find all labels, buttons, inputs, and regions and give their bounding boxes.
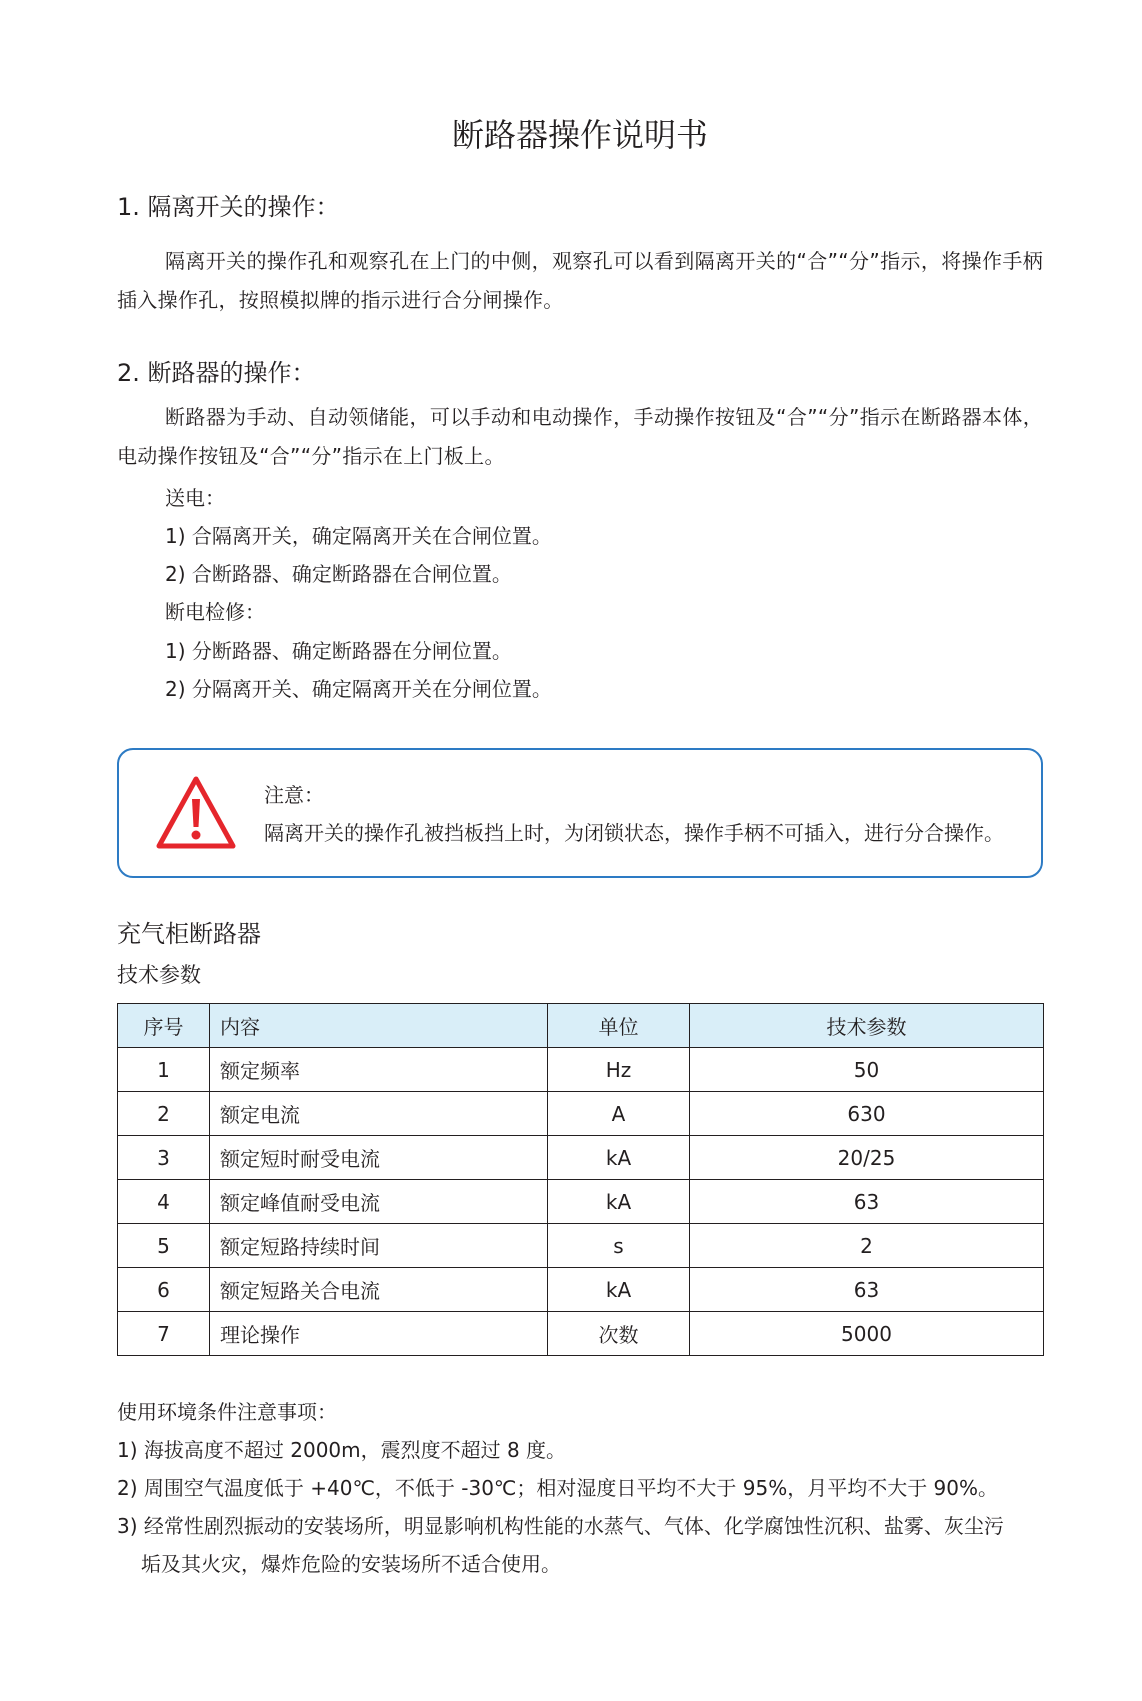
cell-unit: Hz (548, 1048, 690, 1092)
cell-unit: 次数 (548, 1312, 690, 1356)
tech-params-heading: 技术参数 (117, 963, 201, 987)
cell-value: 20/25 (690, 1136, 1044, 1180)
environment-item-2: 2) 周围空气温度低于 +40℃，不低于 -30℃；相对湿度日平均不大于 95%，月平均不大于 90%。 (117, 1476, 999, 1500)
cell-content: 额定短路持续时间 (210, 1224, 548, 1268)
environment-item-3: 3) 经常性剧烈振动的安装场所，明显影响机构性能的水蒸气、气体、化学腐蚀性沉积、盐雾、灰尘污 (117, 1514, 1004, 1538)
warning-triangle-icon (155, 775, 237, 851)
section1-heading: 1. 隔离开关的操作： (117, 193, 340, 221)
cell-content: 额定电流 (210, 1092, 548, 1136)
table-row (118, 1048, 1044, 1092)
table-row (118, 1180, 1044, 1224)
cell-unit: kA (548, 1180, 690, 1224)
table-row (118, 1092, 1044, 1136)
notice-title: 注意： (264, 783, 324, 807)
cell-index: 7 (118, 1312, 210, 1356)
cell-value: 63 (690, 1268, 1044, 1312)
cell-value: 63 (690, 1180, 1044, 1224)
cell-content: 理论操作 (210, 1312, 548, 1356)
table-row (118, 1136, 1044, 1180)
table-row (118, 1268, 1044, 1312)
cell-content: 额定频率 (210, 1048, 548, 1092)
document-title: 断路器操作说明书 (451, 116, 708, 154)
cell-content: 额定短时耐受电流 (210, 1136, 548, 1180)
cell-unit: kA (548, 1136, 690, 1180)
cell-content: 额定峰值耐受电流 (210, 1180, 548, 1224)
header-unit: 单位 (548, 1004, 690, 1048)
power-on-step-1: 1) 合隔离开关，确定隔离开关在合闸位置。 (165, 524, 552, 548)
cell-index: 5 (118, 1224, 210, 1268)
cell-index: 2 (118, 1092, 210, 1136)
tech-params-table (117, 1003, 1044, 1356)
header-value: 技术参数 (690, 1004, 1044, 1048)
section2-body: 断路器为手动、自动领储能，可以手动和电动操作，手动操作按钮及“合”“分”指示在断路器本体，电动操作按钮及“合”“分”指示在上门板上。 (117, 405, 1043, 468)
cell-value: 50 (690, 1048, 1044, 1092)
table-header-row (118, 1004, 1044, 1048)
section2-heading: 2. 断路器的操作： (117, 359, 316, 387)
cell-unit: kA (548, 1268, 690, 1312)
notice-text: 隔离开关的操作孔被挡板挡上时，为闭锁状态，操作手柄不可插入，进行分合操作。 (264, 821, 1004, 845)
header-index: 序号 (118, 1004, 210, 1048)
cell-unit: A (548, 1092, 690, 1136)
table-row (118, 1224, 1044, 1268)
cell-value: 2 (690, 1224, 1044, 1268)
header-content: 内容 (210, 1004, 548, 1048)
environment-heading: 使用环境条件注意事项： (117, 1400, 337, 1424)
power-on-label: 送电： (165, 486, 225, 510)
cell-value: 630 (690, 1092, 1044, 1136)
cell-index: 3 (118, 1136, 210, 1180)
cell-unit: s (548, 1224, 690, 1268)
table-row (118, 1312, 1044, 1356)
notice-box (117, 748, 1043, 878)
cell-content: 额定短路关合电流 (210, 1268, 548, 1312)
cell-index: 1 (118, 1048, 210, 1092)
maintenance-step-1: 1) 分断路器、确定断路器在分闸位置。 (165, 639, 512, 663)
section1-body: 隔离开关的操作孔和观察孔在上门的中侧，观察孔可以看到隔离开关的“合”“分”指示，将操作手柄插入操作孔，按照模拟牌的指示进行合分闸操作。 (117, 249, 1043, 312)
maintenance-label: 断电检修： (165, 600, 265, 624)
cabinet-heading: 充气柜断路器 (117, 920, 261, 948)
power-on-step-2: 2) 合断路器、确定断路器在合闸位置。 (165, 562, 512, 586)
cell-value: 5000 (690, 1312, 1044, 1356)
cell-index: 6 (118, 1268, 210, 1312)
cell-index: 4 (118, 1180, 210, 1224)
maintenance-step-2: 2) 分隔离开关、确定隔离开关在分闸位置。 (165, 677, 552, 701)
environment-item-1: 1) 海拔高度不超过 2000m，震烈度不超过 8 度。 (117, 1438, 567, 1462)
environment-item-3-cont: 垢及其火灾，爆炸危险的安装场所不适合使用。 (141, 1552, 561, 1576)
